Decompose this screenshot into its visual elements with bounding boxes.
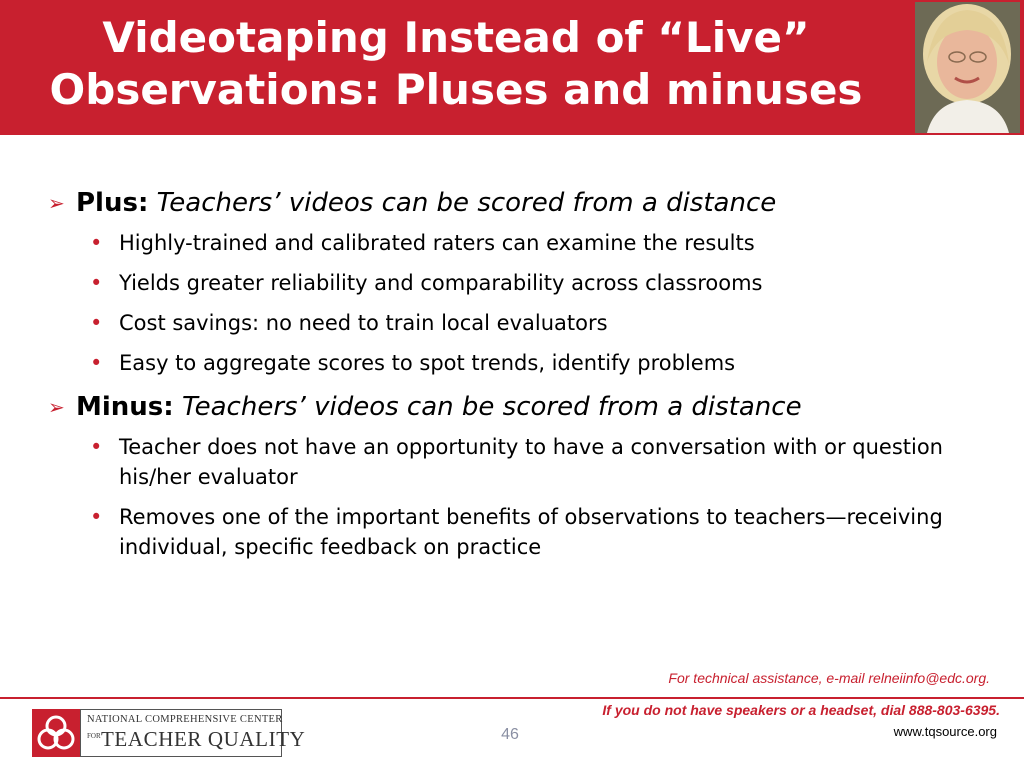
list-item (84, 268, 1003, 298)
slide-title (0, 12, 912, 116)
minus-label: Minus: (76, 392, 174, 422)
bullet-dot-icon: • (90, 435, 103, 459)
logo-line2: TEACHER QUALITY (101, 727, 306, 751)
list-item-text: Highly-trained and calibrated raters can examine the results (119, 231, 755, 255)
plus-list (84, 228, 1003, 378)
slide-title-line1: Videotaping Instead of “Live” (102, 13, 810, 62)
slide-body (48, 184, 1003, 572)
logo-knot-icon (32, 709, 80, 757)
bullet-dot-icon: • (90, 231, 103, 255)
list-item-text: Cost savings: no need to train local evaluators (119, 311, 608, 335)
title-banner (0, 0, 1024, 135)
plus-heading (48, 184, 1003, 222)
logo-for: FOR (87, 732, 101, 740)
nccq-logo (32, 709, 306, 757)
list-item-text: Yields greater reliability and comparability across classrooms (119, 271, 763, 295)
minus-text: Teachers’ videos can be scored from a distance (181, 392, 802, 422)
website-link[interactable]: www.tqsource.org (893, 724, 997, 739)
bullet-dot-icon: • (90, 271, 103, 295)
list-item (84, 308, 1003, 338)
page-number: 46 (501, 726, 519, 743)
list-item (84, 228, 1003, 258)
dial-in-note: If you do not have speakers or a headset, dial 888-803-6395. (602, 702, 1000, 718)
list-item-text: Easy to aggregate scores to spot trends, identify problems (119, 351, 736, 375)
list-item (84, 432, 1003, 492)
technical-assistance-note: For technical assistance, e-mail relneiinfo@edc.org. (668, 670, 990, 686)
bullet-dot-icon: • (90, 311, 103, 335)
slide-title-line2: Observations: Pluses and minuses (49, 65, 863, 114)
minus-heading (48, 388, 1003, 426)
logo-wordmark (80, 709, 306, 757)
arrow-bullet-icon: ➢ (48, 191, 65, 215)
arrow-bullet-icon: ➢ (48, 395, 65, 419)
logo-line1: NATIONAL COMPREHENSIVE CENTER (87, 714, 283, 725)
plus-label: Plus: (76, 188, 149, 218)
bullet-dot-icon: • (90, 505, 103, 529)
footer-divider (0, 697, 1024, 699)
list-item-text: Removes one of the important benefits of observations to teachers—receiving individual, specific feedback on practice (119, 505, 943, 559)
list-item-text: Teacher does not have an opportunity to have a conversation with or question his/her evaluator (119, 435, 943, 489)
list-item (84, 502, 1003, 562)
minus-list (84, 432, 1003, 562)
plus-text: Teachers’ videos can be scored from a distance (156, 188, 777, 218)
bullet-dot-icon: • (90, 351, 103, 375)
presenter-photo (915, 2, 1020, 133)
list-item (84, 348, 1003, 378)
